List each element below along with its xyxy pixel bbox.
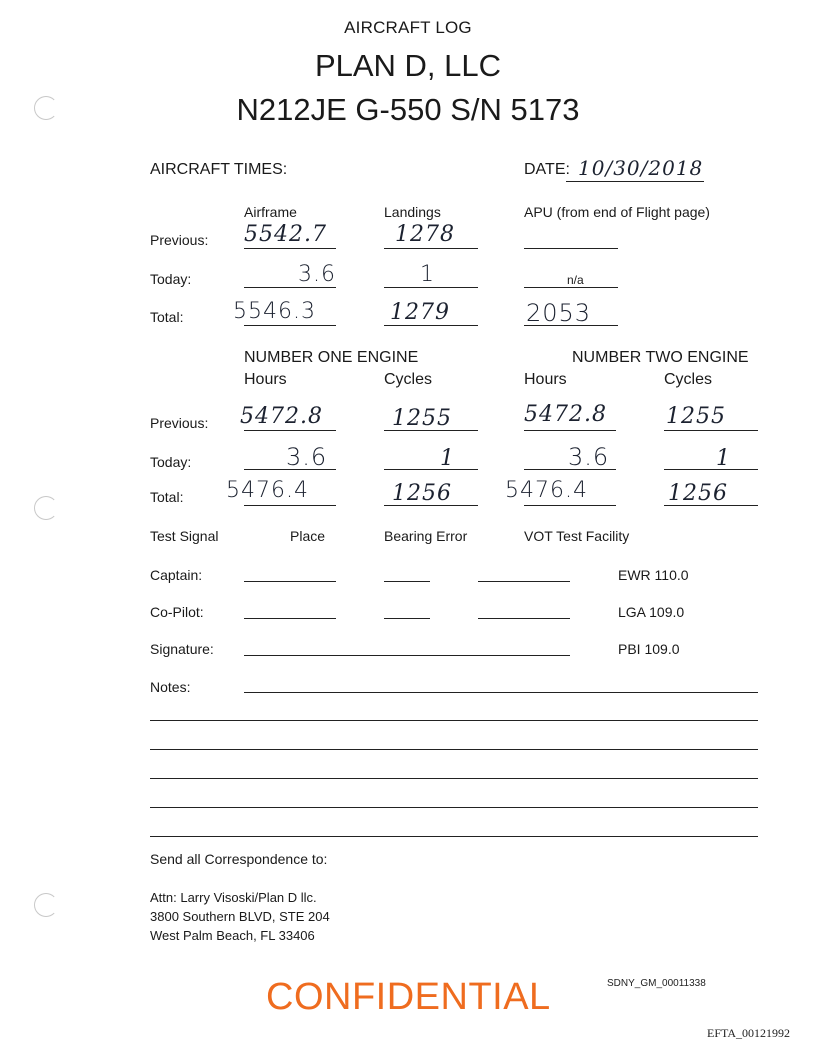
facility-lga: LGA 109.0 [618, 604, 685, 620]
notes-line-6[interactable] [150, 836, 758, 837]
punch-hole-bottom [34, 893, 58, 917]
airframe-total-line [244, 325, 336, 326]
airframe-today-line [244, 287, 336, 288]
date-label: DATE: [524, 161, 570, 178]
captain-extra-field[interactable] [478, 581, 570, 582]
e1-cycles-previous-value[interactable]: 1255 [392, 406, 452, 431]
test-signal-header: Test Signal [150, 528, 219, 544]
date-underline [566, 181, 704, 182]
engine-one-title: NUMBER ONE ENGINE [244, 349, 419, 366]
apu-today-line [524, 287, 618, 288]
airframe-total-value[interactable]: 5546.3 [233, 299, 316, 324]
airframe-previous-value[interactable]: 5542.7 [244, 222, 327, 247]
landings-total-value[interactable]: 1279 [390, 300, 450, 325]
aircraft-times-title: AIRCRAFT TIMES: [150, 161, 288, 178]
copilot-place-field[interactable] [244, 618, 336, 619]
aircraft-previous-label: Previous: [150, 232, 209, 248]
bates-number: SDNY_GM_00011338 [607, 978, 706, 989]
landings-total-line [384, 325, 478, 326]
signature-field[interactable] [244, 655, 570, 656]
correspondence-address-1: Attn: Larry Visoski/Plan D llc. [150, 890, 317, 905]
apu-col-header: APU (from end of Flight page) [524, 204, 710, 220]
efta-number: EFTA_00121992 [707, 1026, 791, 1040]
e1-hours-total-line [244, 505, 336, 506]
captain-bearing-field[interactable] [384, 581, 430, 582]
airframe-previous-line [244, 248, 336, 249]
airframe-today-value[interactable]: 3.6 [298, 262, 336, 287]
log-title: AIRCRAFT LOG [344, 18, 472, 37]
apu-today-value[interactable]: n/a [567, 273, 584, 287]
e2-hours-total-line [524, 505, 616, 506]
signature-label: Signature: [150, 641, 214, 657]
e1-cycles-total-value[interactable]: 1256 [392, 481, 452, 506]
apu-previous-line [524, 248, 618, 249]
e2-cycles-total-value[interactable]: 1256 [668, 481, 728, 506]
bearing-error-header: Bearing Error [384, 528, 468, 544]
e2-hours-previous-value[interactable]: 5472.8 [524, 402, 607, 427]
apu-total-value[interactable]: 2053 [526, 299, 592, 327]
facility-ewr: EWR 110.0 [618, 567, 689, 583]
e2-hours-total-value[interactable]: 5476.4 [505, 478, 588, 503]
e1-hours-previous-value[interactable]: 5472.8 [240, 404, 323, 429]
e2-cycles-previous-line [664, 430, 758, 431]
aircraft-total-label: Total: [150, 309, 184, 325]
notes-line-1[interactable] [244, 692, 758, 693]
correspondence-title: Send all Correspondence to: [150, 851, 328, 867]
landings-previous-line [384, 248, 478, 249]
e1-cycles-today-value[interactable]: 1 [440, 446, 455, 471]
aircraft-today-label: Today: [150, 271, 192, 287]
engine-total-label: Total: [150, 489, 184, 505]
place-header: Place [290, 528, 326, 544]
landings-previous-value[interactable]: 1278 [395, 222, 455, 247]
notes-line-2[interactable] [150, 720, 758, 721]
engine-two-hours-header: Hours [524, 371, 567, 388]
landings-col-header: Landings [384, 204, 441, 220]
e2-cycles-today-line [664, 469, 758, 470]
airframe-col-header: Airframe [244, 204, 297, 220]
e2-hours-today-value[interactable]: 3.6 [568, 443, 610, 471]
engine-one-hours-header: Hours [244, 371, 287, 388]
e2-cycles-previous-value[interactable]: 1255 [666, 404, 726, 429]
engine-previous-label: Previous: [150, 415, 209, 431]
correspondence-address-2: 3800 Southern BLVD, STE 204 [150, 909, 330, 924]
landings-today-value[interactable]: 1 [420, 262, 435, 287]
date-value[interactable]: 10/30/2018 [578, 156, 704, 180]
aircraft-id: N212JE G-550 S/N 5173 [236, 92, 580, 127]
confidential-stamp: CONFIDENTIAL [266, 976, 551, 1018]
correspondence-address-3: West Palm Beach, FL 33406 [150, 928, 315, 943]
engine-two-cycles-header: Cycles [664, 371, 713, 388]
vot-facility-header: VOT Test Facility [524, 528, 630, 544]
e2-hours-previous-line [524, 430, 616, 431]
engine-today-label: Today: [150, 454, 192, 470]
notes-line-4[interactable] [150, 778, 758, 779]
notes-label: Notes: [150, 679, 191, 695]
e1-hours-previous-line [244, 430, 336, 431]
company-name: PLAN D, LLC [314, 48, 502, 83]
e1-hours-total-value[interactable]: 5476.4 [226, 478, 309, 503]
captain-place-field[interactable] [244, 581, 336, 582]
copilot-label: Co-Pilot: [150, 604, 204, 620]
landings-today-line [384, 287, 478, 288]
punch-hole-middle [34, 496, 58, 520]
e2-cycles-today-value[interactable]: 1 [716, 446, 731, 471]
notes-line-5[interactable] [150, 807, 758, 808]
copilot-bearing-field[interactable] [384, 618, 430, 619]
notes-line-3[interactable] [150, 749, 758, 750]
facility-pbi: PBI 109.0 [618, 641, 680, 657]
engine-two-title: NUMBER TWO ENGINE [572, 349, 749, 366]
e1-cycles-today-line [384, 469, 478, 470]
copilot-extra-field[interactable] [478, 618, 570, 619]
e1-hours-today-value[interactable]: 3.6 [286, 443, 328, 471]
engine-one-cycles-header: Cycles [384, 371, 433, 388]
captain-label: Captain: [150, 567, 203, 583]
